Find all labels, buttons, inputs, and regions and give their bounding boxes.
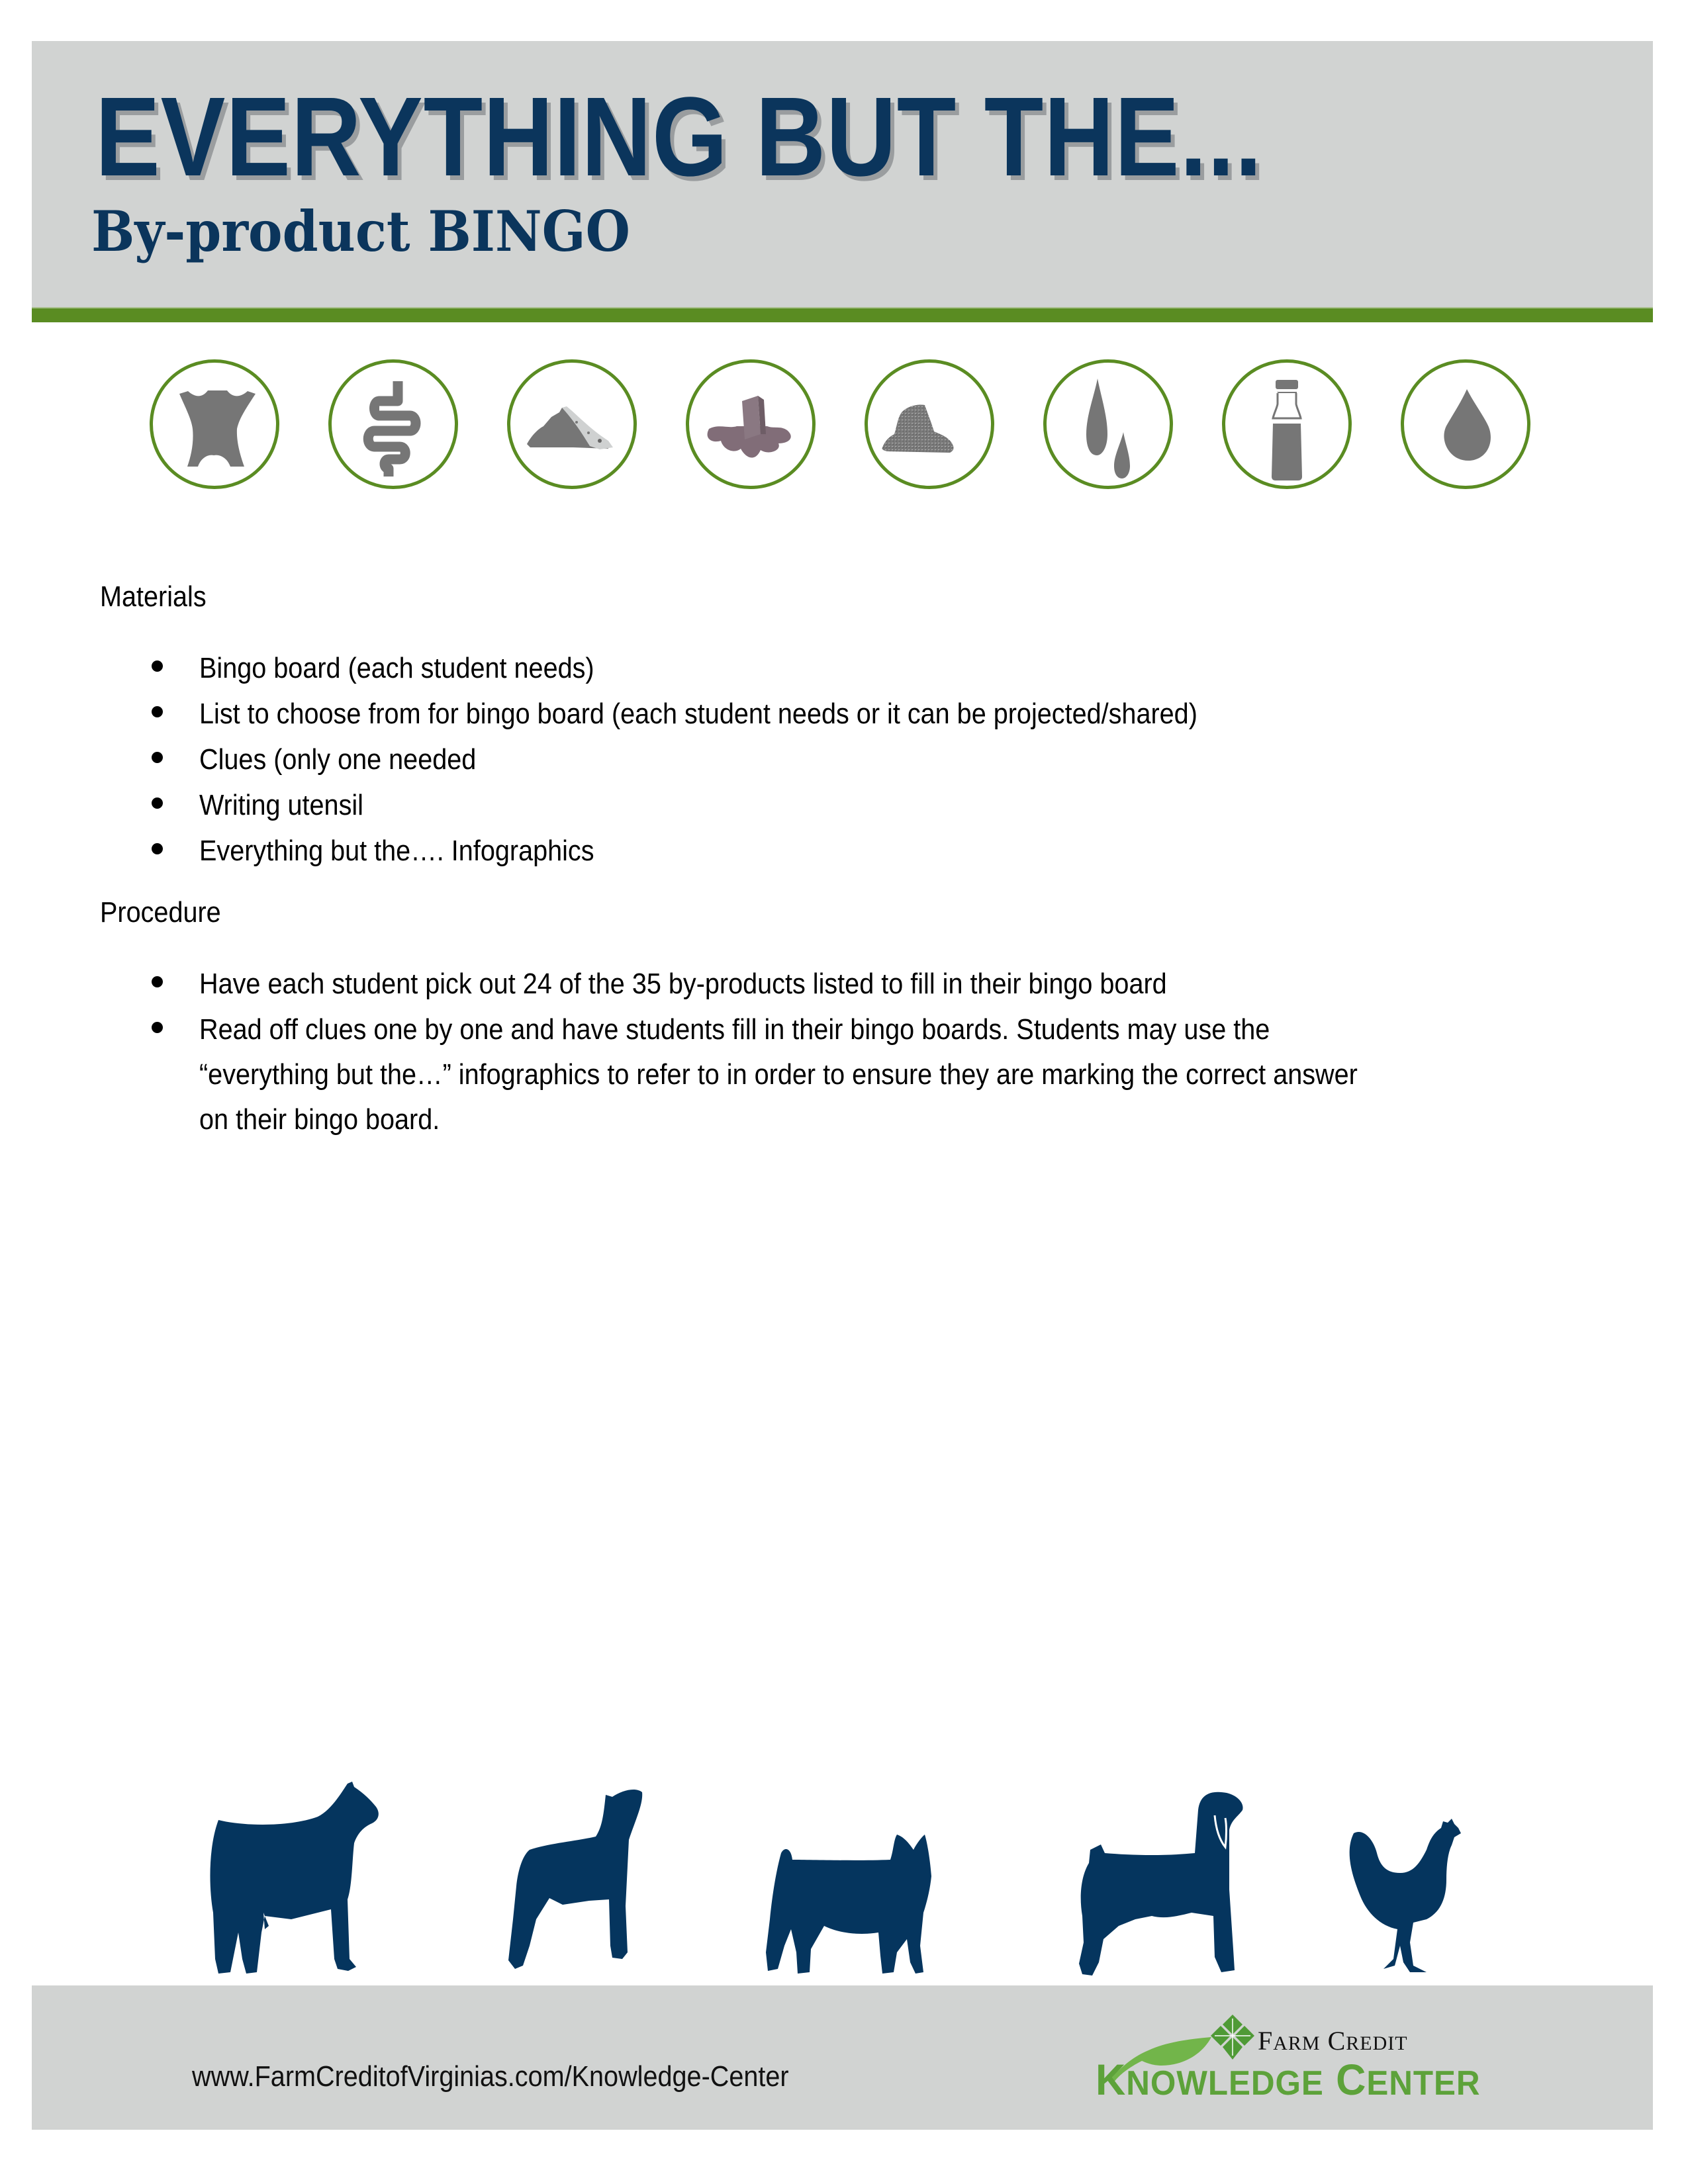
- logo-farm-credit-text: FARM CREDIT: [1258, 2026, 1408, 2056]
- chicken-silhouette-icon: [1334, 1813, 1466, 1979]
- bullet-icon: [152, 660, 163, 672]
- list-item-text: Everything but the…. Infographics: [199, 835, 594, 867]
- list-item: [0, 962, 1688, 1007]
- list-item: [0, 692, 1688, 737]
- list-item: [0, 737, 1688, 783]
- list-item-text: List to choose from for bingo board (each student needs or it can be projected/shared): [199, 698, 1197, 730]
- gelatin-block-icon: [686, 359, 816, 489]
- farm-credit-mark-icon: [1209, 2013, 1256, 2061]
- bullet-icon: [152, 976, 163, 987]
- bullet-icon: [152, 797, 163, 809]
- drop-icon: [1401, 359, 1530, 489]
- materials-list: [0, 646, 1688, 874]
- lamb-silhouette-icon: [490, 1787, 682, 1979]
- list-item-text: Clues (only one needed: [199, 743, 477, 776]
- list-item: [0, 783, 1688, 829]
- logo-knowledge-center-text: KNOWLEDGE CENTER: [1096, 2055, 1481, 2104]
- procedure-list: [0, 962, 1688, 1142]
- list-item-text: Have each student pick out 24 of the 35 by-products listed to fill in their bingo board: [199, 968, 1167, 1000]
- footer-url-link[interactable]: www.FarmCreditofVirginias.com/Knowledge-Center: [192, 2060, 789, 2093]
- byproduct-icon-row: [0, 359, 1688, 488]
- bullet-icon: [152, 843, 163, 854]
- list-item-text: Bingo board (each student needs): [199, 652, 594, 684]
- list-item-line: “everything but the…” infographics to refer to in order to ensure they are marking the correct answer: [199, 1058, 1358, 1091]
- list-item: [0, 646, 1688, 692]
- list-item-text: [199, 1007, 1649, 1142]
- bullet-icon: [152, 752, 163, 763]
- powder-pile-icon: [507, 359, 637, 489]
- bullet-icon: [152, 706, 163, 717]
- bottle-icon: [1222, 359, 1352, 489]
- list-item-text: Writing utensil: [199, 789, 363, 821]
- goat-silhouette-icon: [1056, 1784, 1254, 1979]
- list-item: [0, 1007, 1688, 1142]
- bullet-icon: [152, 1022, 163, 1033]
- hide-leather-icon: [150, 359, 279, 489]
- knowledge-center-logo: [1096, 2012, 1599, 2111]
- list-item-line: on their bingo board.: [199, 1103, 440, 1136]
- page-subtitle: By-product BINGO: [91, 199, 630, 264]
- materials-heading: Materials: [100, 580, 207, 613]
- page-title: EVERYTHING BUT THE...: [95, 74, 1263, 200]
- steer-silhouette-icon: [199, 1780, 444, 1979]
- list-item: [0, 829, 1688, 874]
- pig-silhouette-icon: [758, 1813, 976, 1979]
- intestine-icon: [328, 359, 458, 489]
- header-green-rule: [32, 308, 1653, 322]
- list-item-line: Read off clues one by one and have students fill in their bingo boards. Students may use the: [199, 1013, 1270, 1046]
- oil-drops-icon: [1043, 359, 1173, 489]
- granule-pile-icon: [865, 359, 994, 489]
- procedure-heading: Procedure: [100, 896, 221, 929]
